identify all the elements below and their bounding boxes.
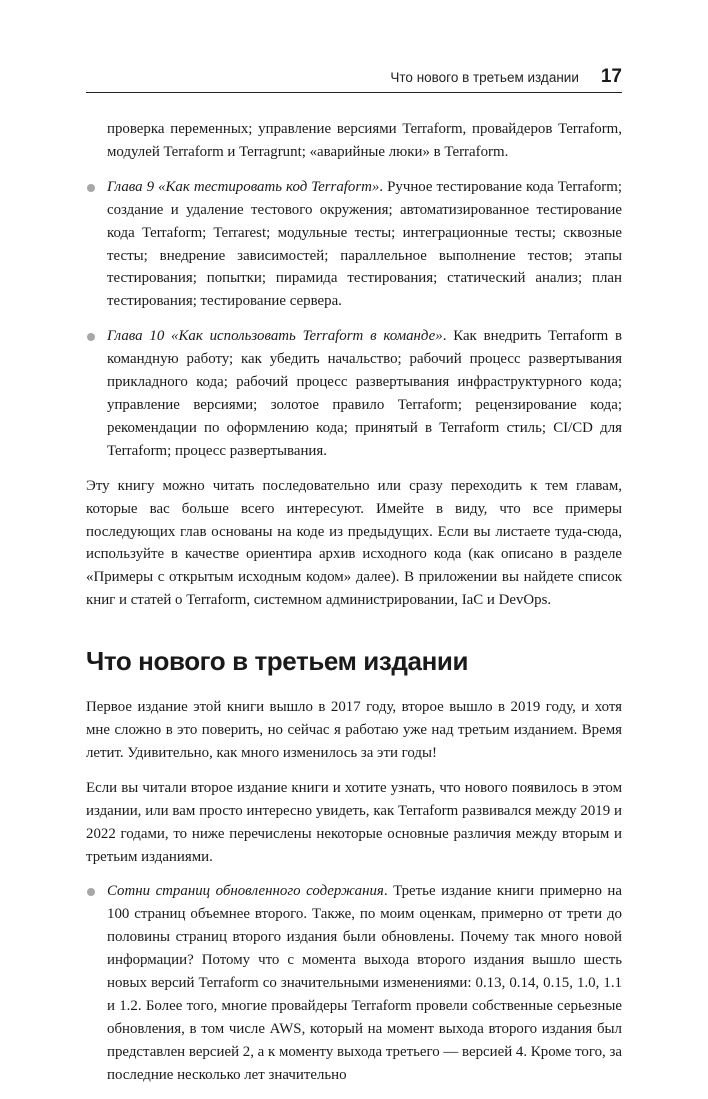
page-number: 17 [600,66,622,87]
body-paragraph: Если вы читали второе издание книги и хотите узнать, что нового появилось в этом издании, или вам просто интересно увидеть, как Terraform развивался между 2019 и 2022 годами, то ниже перечислены некоторые основные различия между вторым и третьим изданиями. [86,779,622,865]
section-heading: Что нового в третьем издании [86,646,469,677]
list-item [86,880,622,1086]
chapter-description: . Как внедрить Terraform в командную работу; как убедить начальство; рабочий процесс развертывания прикладного кода; рабочий процесс развертывания инфраструктурного кода; управление версиями; золотое правило Terraform; рецензирование кода; рекомендации по оформлению кода; принятый в Terraform стиль; CI/CD для Terraform; процесс развертывания. [107,328,622,459]
chapter-description: . Ручное тестирование кода Terraform; создание и удаление тестового окружения; автоматизированное тестирование кода Terraform; Terrarest; модульные тесты; интеграционные тесты; сквозные тесты; внедрение зависимостей; параллельное выполнение тестов; этапы тестирования; попытки; пирамида тестирования; статический анализ; план тестирования; тестирование сервера. [107,178,622,310]
bullet-icon [87,888,95,896]
chapter-title: Глава 9 «Как тестировать код Terraform» [107,178,380,195]
bullet-icon [87,184,95,192]
change-title: Сотни страниц обновленного содержания [107,883,384,900]
list-item-continuation: проверка переменных; управление версиями Terraform, провайдеров Terraform, модулей Terraform и Terragrunt; «аварийные люки» в Terraform. [107,121,622,160]
running-title: Что нового в третьем издании [390,69,579,85]
list-item [86,176,622,313]
change-description: . Третье издание книги примерно на 100 страниц объемнее второго. Также, по моим оценкам, примерно от трети до половины страниц второго издания были обновлены. Почему так много новой информации? Потому что с момента выхода второго издания вышло шесть новых версий Terraform со значительными изменениями: 0.13, 0.14, 0.15, 1.0, 1.1 и 1.2. Более того, многие провайдеры Terraform провели собственные серьезные обновления, в том числе AWS, который на момент выхода второго издания был представлен версией 2, а к моменту выхода третьего — версией 4. Кроме того, за последние несколько лет значительно [107,883,622,1083]
list-item [86,325,622,462]
chapter-title: Глава 10 «Как использовать Terraform в команде» [107,328,443,345]
body-paragraph: Эту книгу можно читать последовательно или сразу переходить к тем главам, которые вас больше всего интересуют. Имейте в виду, что все примеры последующих глав основаны на коде из предыдущих. Если вы листаете туда-сюда, используйте в качестве ориентира архив исходного кода (как описано в разделе «Примеры с открытым исходным кодом» далее). В приложении вы найдете список книг и статей о Terraform, системном администрировании, IaC и DevOps. [86,477,622,609]
body-paragraph: Первое издание этой книги вышло в 2017 году, второе вышло в 2019 году, и хотя мне сложно в это поверить, но сейчас я работаю уже над третьим изданием. Время летит. Удивительно, как много изменилось за эти годы! [86,699,622,761]
bullet-icon [87,333,95,341]
page-body [86,118,622,1099]
page-header [86,62,622,93]
